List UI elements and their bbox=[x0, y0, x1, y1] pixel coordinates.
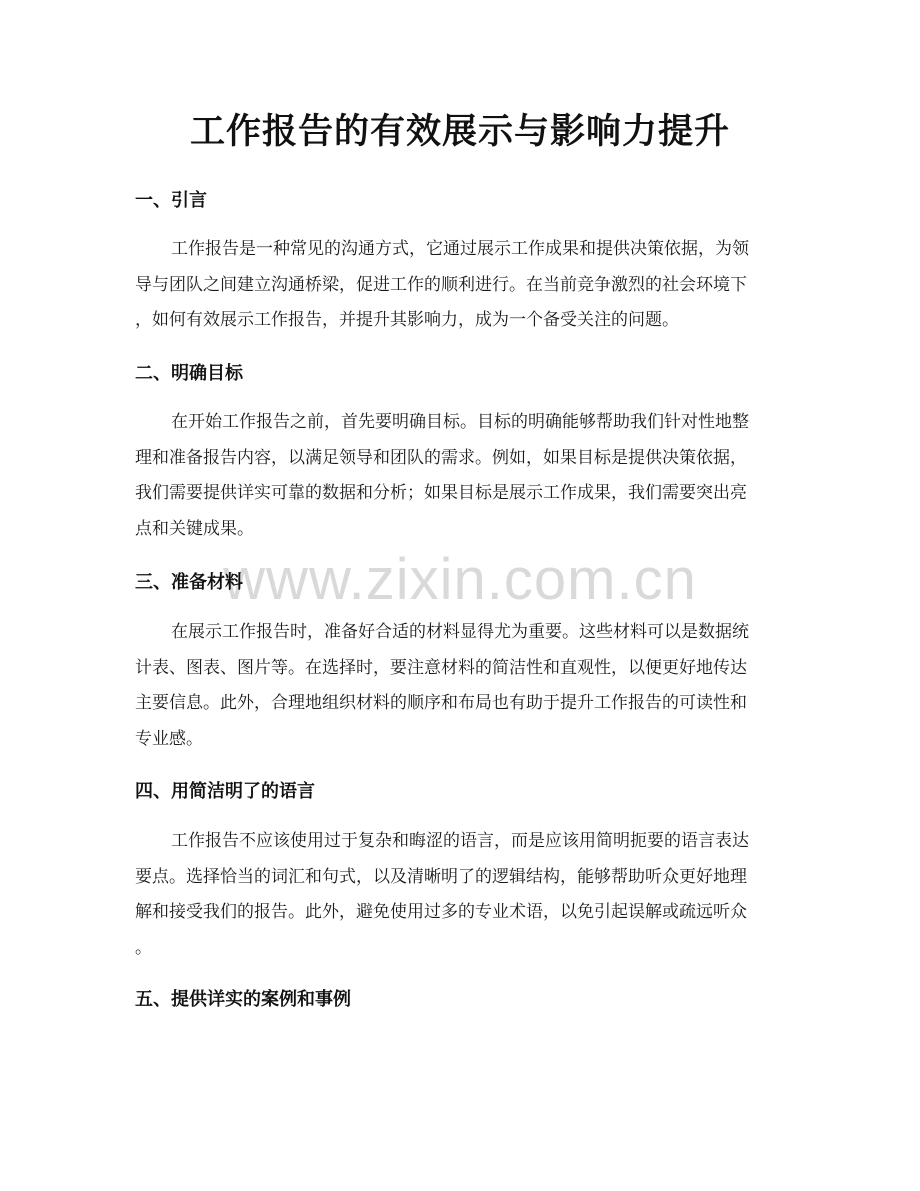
watermark: www.zixin.com.cn bbox=[223, 547, 697, 612]
paragraph-line: 主要信息。此外，合理地组织材料的顺序和布局也有助于提升工作报告的可读性和 bbox=[135, 693, 747, 713]
section-heading-concise-language: 四、用简洁明了的语言 bbox=[135, 781, 315, 802]
paragraph-line: 导与团队之间建立沟通桥梁，促进工作的顺利进行。在当前竞争激烈的社会环境下 bbox=[135, 274, 747, 295]
section-paragraph-prepare-materials bbox=[135, 615, 787, 757]
paragraph-line: 工作报告是一种常见的沟通方式，它通过展示工作成果和提供决策依据，为领 bbox=[171, 239, 749, 259]
paragraph-line: 计表、图表、图片等。在选择时，要注意材料的简洁性和直观性，以便更好地传达 bbox=[135, 657, 747, 678]
paragraph-line: 。 bbox=[135, 937, 152, 958]
paragraph-line: ，如何有效展示工作报告，并提升其影响力，成为一个备受关注的问题。 bbox=[135, 310, 679, 330]
paragraph-line: 我们需要提供详实可靠的数据和分析；如果目标是展示工作成果，我们需要突出亮 bbox=[135, 483, 747, 503]
paragraph-line: 在开始工作报告之前，首先要明确目标。目标的明确能够帮助我们针对性地整 bbox=[171, 412, 749, 432]
paragraph-line: 点和关键成果。 bbox=[135, 518, 254, 539]
section-paragraph-clear-goals bbox=[135, 405, 787, 547]
section-heading-case-examples: 五、提供详实的案例和事例 bbox=[135, 989, 351, 1010]
document-title: 工作报告的有效展示与影响力提升 bbox=[189, 112, 730, 152]
paragraph-line: 解和接受我们的报告。此外，避免使用过多的专业术语，以免引起误解或疏远听众 bbox=[135, 902, 747, 922]
paragraph-line: 在展示工作报告时，准备好合适的材料显得尤为重要。这些材料可以是数据统 bbox=[171, 622, 749, 642]
section-heading-introduction: 一、引言 bbox=[135, 190, 207, 211]
paragraph-line: 理和准备报告内容，以满足领导和团队的需求。例如，如果目标是提供决策依据， bbox=[135, 447, 747, 468]
paragraph-line: 专业感。 bbox=[135, 728, 203, 749]
section-heading-clear-goals: 二、明确目标 bbox=[135, 363, 243, 384]
section-paragraph-concise-language bbox=[135, 824, 787, 966]
paragraph-line: 工作报告不应该使用过于复杂和晦涩的语言，而是应该用简明扼要的语言表达 bbox=[171, 831, 749, 851]
section-paragraph-introduction bbox=[135, 232, 787, 339]
paragraph-line: 要点。选择恰当的词汇和句式，以及清晰明了的逻辑结构，能够帮助听众更好地理 bbox=[135, 866, 747, 887]
section-heading-prepare-materials: 三、准备材料 bbox=[135, 572, 243, 593]
